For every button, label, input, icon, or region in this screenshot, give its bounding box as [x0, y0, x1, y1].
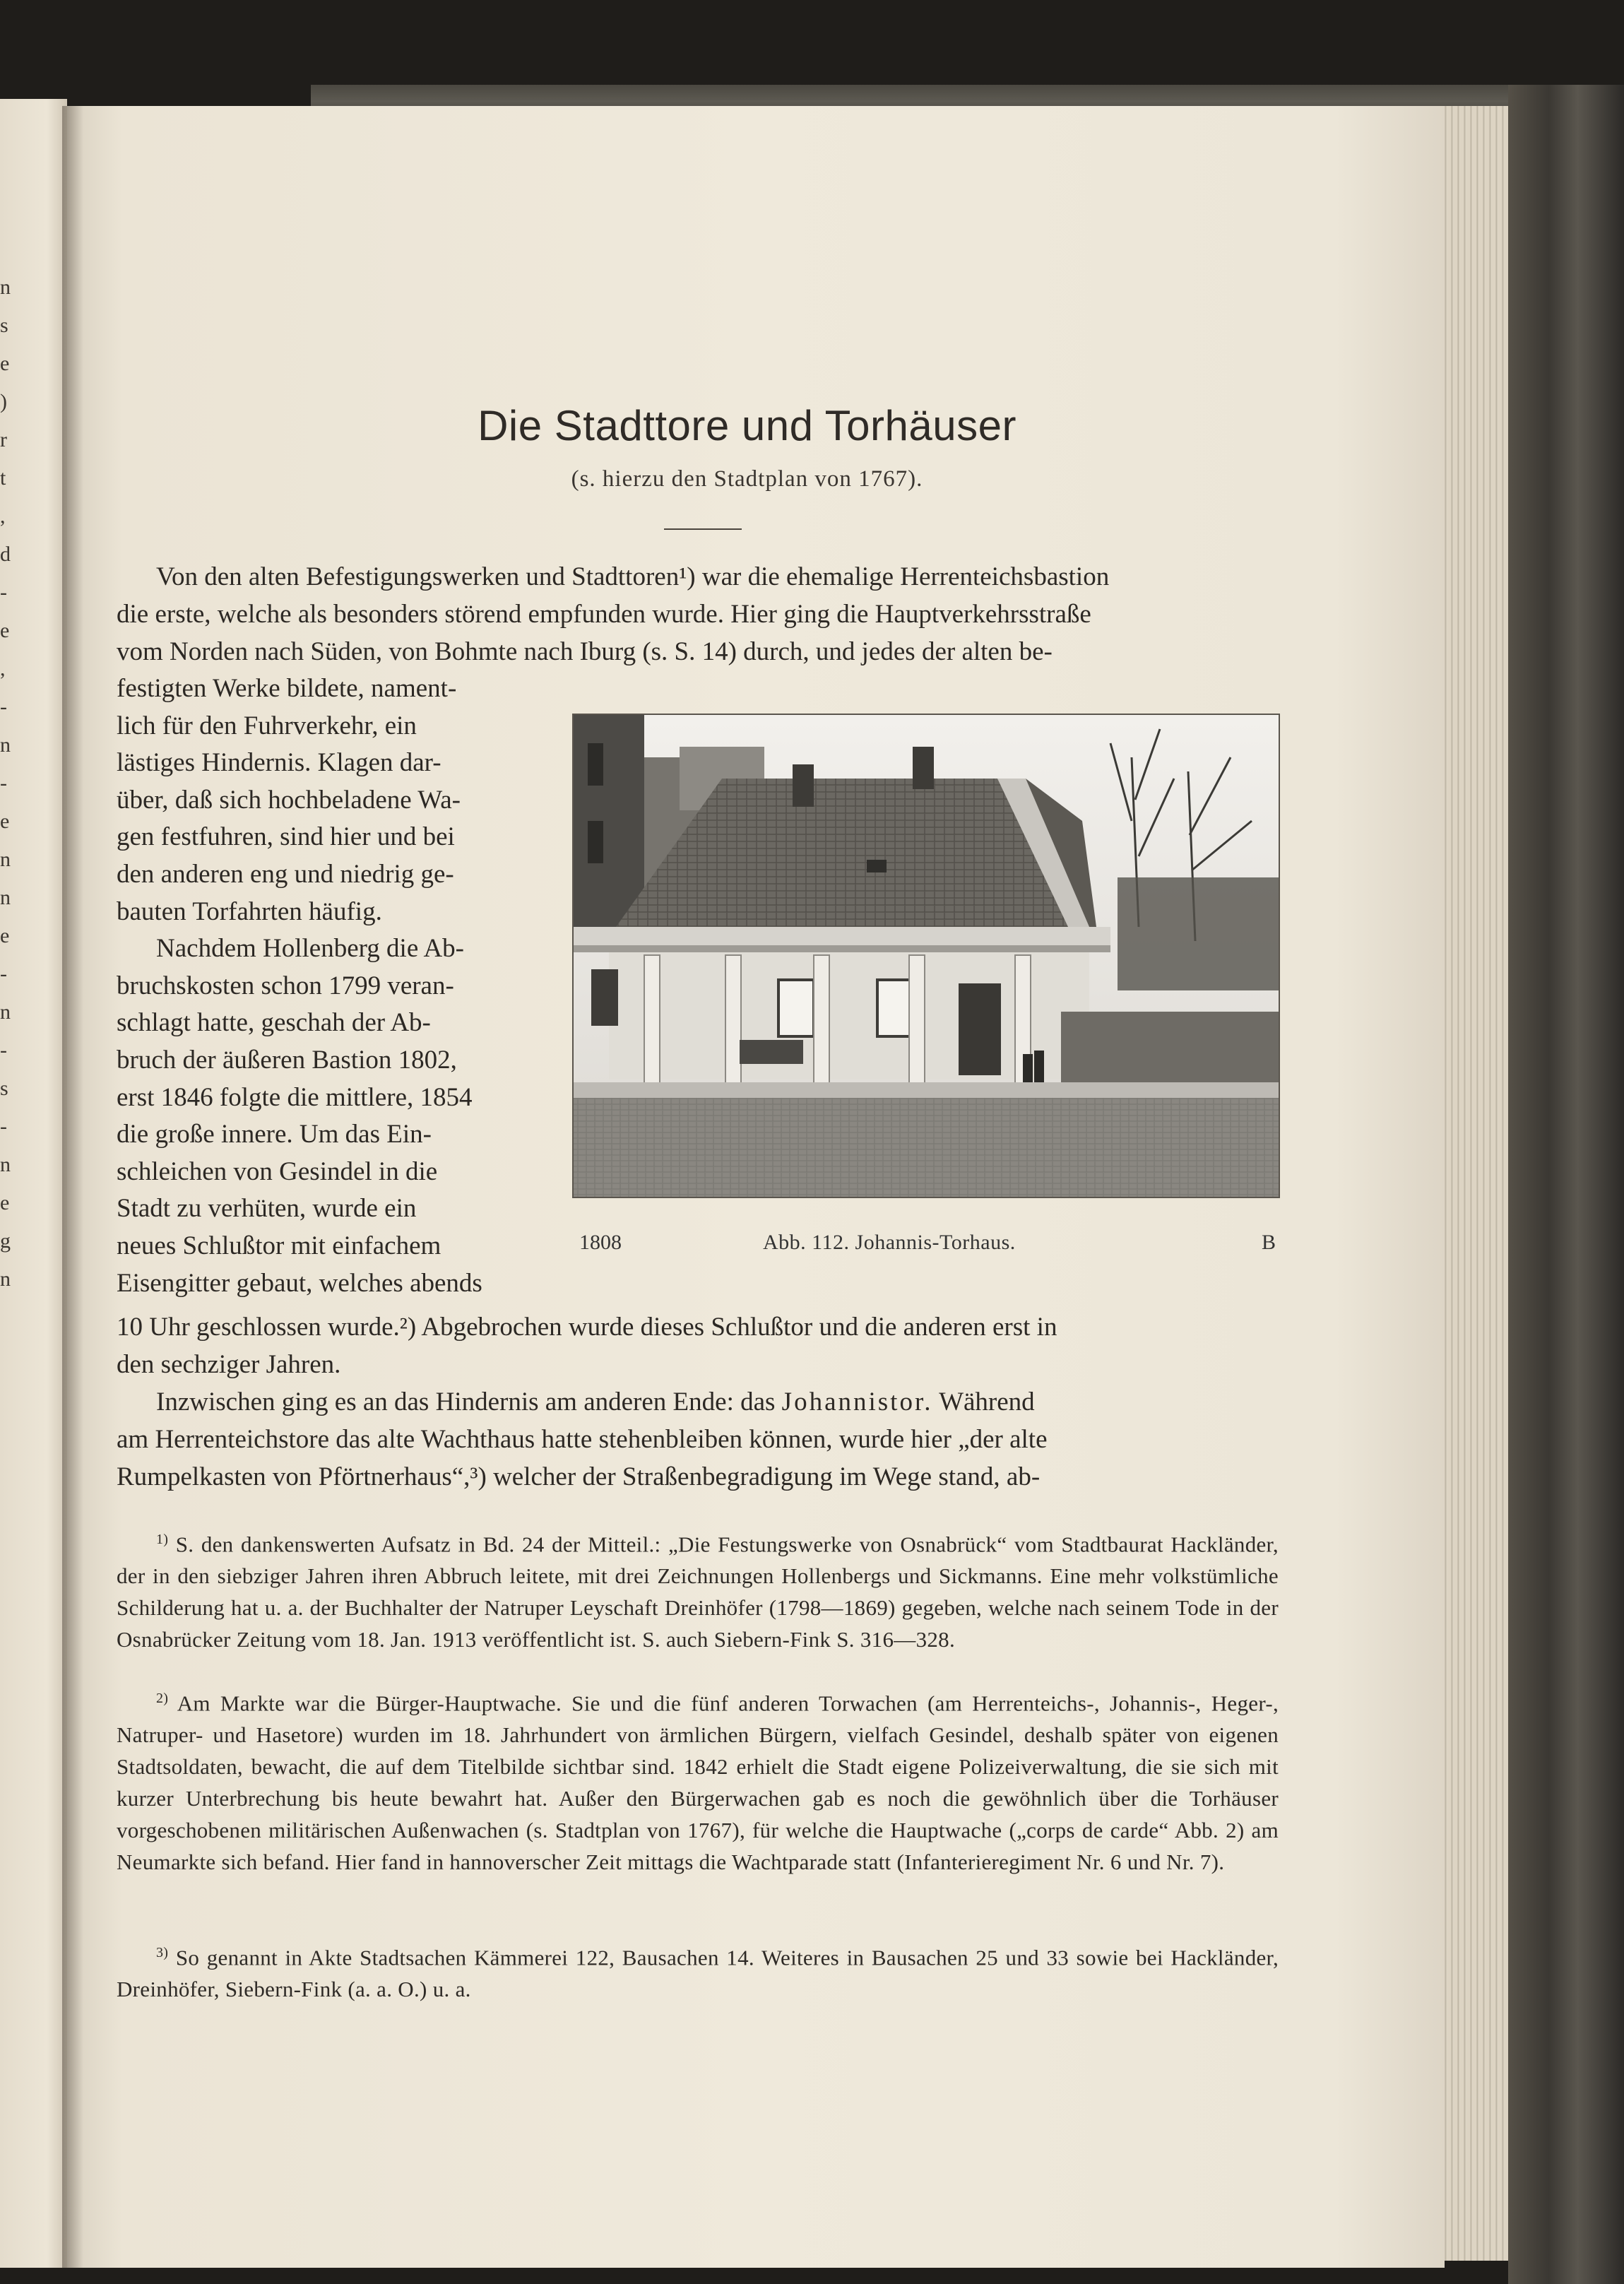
- left-page-fragment: s: [0, 1077, 8, 1100]
- text-line: die große innere. Um das Ein-: [117, 1120, 432, 1149]
- text-line: neues Schlußtor mit einfachem: [117, 1231, 441, 1260]
- footnote-text: Am Markte war die Bürger-Hauptwache. Sie und die fünf anderen Torwachen (am Herrenteichs-, Johannis-, Heger-, Natruper- und Hasetore) wurden im 18. Jahrhundert von ärmlichen Bürgern, vielfach Gesindel, deshalb später von eigenen Stadtsoldaten, bewacht, die auf dem Titelbilde sichtbar sind. 1842 erhielt die Stadt eigene Polizeiverwaltung, die sie sich mit kurzer Unterbrechung bis heute bewahrt hat. Außer den Bürgerwachen gab es noch die gewöhnlich über die Torhäuser vorgeschobenen militärischen Außenwachen (s. Stadtplan von 1767), für welche die Hauptwache („corps de carde“ Abb. 2) am Neumarkte sich befand. Hier fand in hannoverscher Zeit mittags die Wachtparade statt (Infanterieregiment Nr. 6 und Nr. 7).: [117, 1691, 1279, 1875]
- text-run: Inzwischen ging es an das Hindernis am anderen Ende: das: [156, 1387, 782, 1416]
- continuation-paragraph: [117, 1308, 1279, 1383]
- page-subtitle: (s. hierzu den Stadtplan von 1767).: [571, 466, 923, 492]
- left-page-fragment: e: [0, 352, 10, 375]
- intro-paragraph: [117, 558, 1279, 670]
- page-title: Die Stadttore und Torhäuser: [478, 402, 1017, 449]
- left-page-fragment: -: [0, 962, 7, 986]
- left-page-fragment: r: [0, 428, 7, 451]
- left-page-fragment: e: [0, 810, 10, 833]
- footnote-text: So genannt in Akte Stadtsachen Kämmerei 122, Bausachen 14. Weiteres in Bausachen 25 und 33 sowie bei Hackländer, Dreinhöfer, Siebern-Fink (a. a. O.) u. a.: [117, 1945, 1279, 2002]
- narrow-column: [117, 670, 530, 1302]
- text-line: Rumpelkasten von Pförtnerhaus“,³) welcher der Straßenbegradigung im Wege stand, ab-: [117, 1462, 1041, 1491]
- left-page-fragment: ): [0, 390, 7, 413]
- left-page-fragment: -: [0, 771, 7, 795]
- text-line: festigten Werke bildete, nament-: [117, 674, 457, 703]
- text-line: lich für den Fuhrverkehr, ein: [117, 711, 417, 740]
- johannis-torhaus-photo: [572, 714, 1280, 1198]
- left-page-fragment: ,: [0, 657, 6, 680]
- johannistor-paragraph: [117, 1383, 1279, 1496]
- text-line: Stadt zu verhüten, wurde ein: [117, 1194, 417, 1224]
- emphasized-term: Johannistor.: [781, 1387, 933, 1416]
- footnote-text: S. den dankenswerten Aufsatz in Bd. 24 der Mitteil.: „Die Festungswerke von Osnabrück“ vom Stadtbaurat Hackländer, der in den siebziger Jahren ihren Abbruch leitete, mit drei Zeichnungen Hollenbergs und Sickmanns. Eine mehr volkstümliche Schilderung hat u. a. der Buchhalter der Natruper Leyschaft Dreinhöfer (1798—1869) gegeben, welche nach seinem Tode in der Osnabrücker Zeitung vom 18. Jan. 1913 veröffentlicht ist. S. auch Siebern-Fink S. 316—328.: [117, 1532, 1279, 1652]
- left-page-fragment: n: [0, 848, 11, 871]
- left-page-fragment: n: [0, 886, 11, 909]
- footnote-3: [117, 1937, 1279, 2005]
- text-line: erst 1846 folgte die mittlere, 1854: [117, 1082, 473, 1112]
- page-edges: [1441, 106, 1508, 2261]
- left-page-fragment: n: [0, 1267, 11, 1291]
- footnote-marker: 2): [156, 1691, 169, 1706]
- text-line: schleichen von Gesindel in die: [117, 1156, 438, 1186]
- figure-caption-left: 1808: [579, 1231, 622, 1254]
- left-page-fragment: n: [0, 733, 11, 757]
- left-page-fragments: [0, 268, 28, 1298]
- footnote-marker: 3): [156, 1945, 169, 1960]
- left-page-fragment: ,: [0, 504, 6, 528]
- text-line: am Herrenteichstore das alte Wachthaus hatte stehenbleiben können, wurde hier „der alte: [117, 1425, 1048, 1454]
- text-run: Während: [932, 1387, 1035, 1416]
- left-page-fragment: e: [0, 924, 10, 947]
- left-page-fragment: g: [0, 1229, 11, 1253]
- text-line: bruch der äußeren Bastion 1802,: [117, 1045, 457, 1075]
- left-page-fragment: s: [0, 314, 8, 337]
- title-rule: [664, 528, 742, 530]
- left-page-fragment: e: [0, 619, 10, 642]
- left-page-fragment: e: [0, 1191, 10, 1214]
- left-page-fragment: -: [0, 695, 7, 718]
- text-line: bruchskosten schon 1799 veran-: [117, 971, 454, 1000]
- text-line: gen festfuhren, sind hier und bei: [117, 822, 455, 852]
- footnote-2: [117, 1683, 1279, 1878]
- text-line: die erste, welche als besonders störend empfunden wurde. Hier ging die Hauptverkehrsstraße: [117, 600, 1091, 629]
- text-line: den sechziger Jahren.: [117, 1350, 341, 1379]
- book-cover-right: [1508, 85, 1624, 2284]
- left-page-fragment: n: [0, 1000, 11, 1024]
- text-line: schlagt hatte, geschah der Ab-: [117, 1008, 431, 1038]
- text-line: lästiges Hindernis. Klagen dar-: [117, 748, 441, 778]
- left-page-fragment: -: [0, 1115, 7, 1138]
- left-page-fragment: t: [0, 466, 6, 490]
- left-page-fragment: n: [0, 276, 11, 299]
- left-page-fragment: -: [0, 581, 7, 604]
- text-line: vom Norden nach Süden, von Bohmte nach Iburg (s. S. 14) durch, und jedes der alten be-: [117, 637, 1053, 666]
- left-page-fragment: -: [0, 1039, 7, 1062]
- left-page-fragment: d: [0, 543, 11, 566]
- footnote-1: [117, 1524, 1279, 1655]
- text-line: 10 Uhr geschlossen wurde.²) Abgebrochen wurde dieses Schlußtor und die anderen erst in: [117, 1313, 1057, 1342]
- text-line: Von den alten Befestigungswerken und Stadttoren¹) war die ehemalige Herrenteichsbastion: [156, 562, 1110, 591]
- gutter-shadow: [62, 106, 83, 2268]
- text-line: [117, 1383, 1279, 1421]
- text-line: Eisengitter gebaut, welches abends: [117, 1268, 482, 1298]
- text-line: über, daß sich hochbeladene Wa-: [117, 785, 461, 815]
- figure-caption: Abb. 112. Johannis-Torhaus.: [763, 1231, 1016, 1254]
- text-line: Nachdem Hollenberg die Ab-: [156, 934, 464, 964]
- figure-caption-right: B: [1262, 1231, 1276, 1254]
- text-line: den anderen eng und niedrig ge-: [117, 859, 454, 889]
- left-page-fragment: n: [0, 1153, 11, 1176]
- footnote-marker: 1): [156, 1532, 169, 1547]
- text-line: bauten Torfahrten häufig.: [117, 897, 382, 926]
